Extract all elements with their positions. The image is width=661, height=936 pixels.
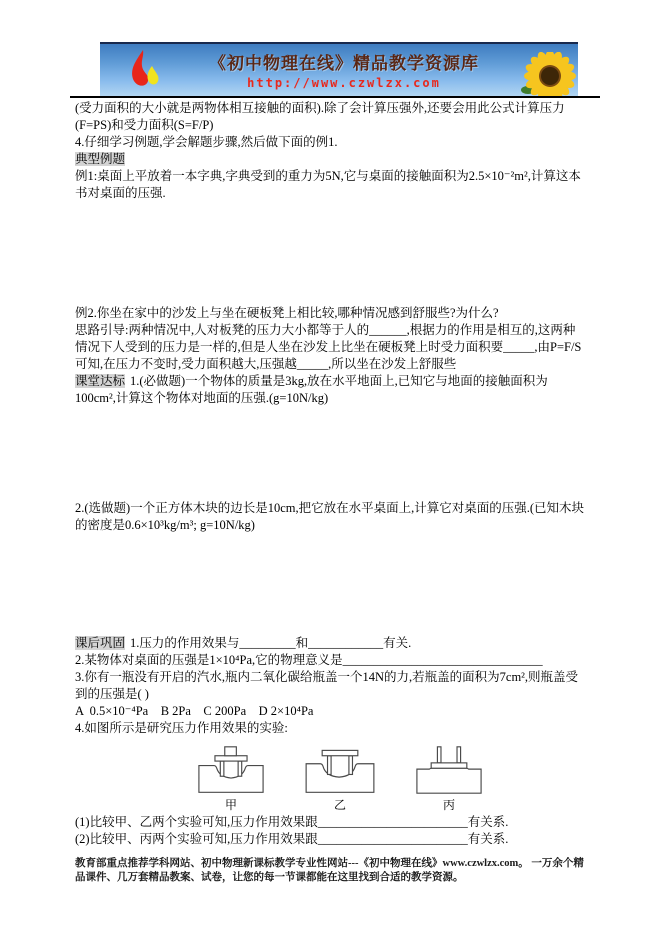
homework-q1-paragraph xyxy=(75,635,587,652)
answer-space-example1 xyxy=(75,202,587,305)
classwork-q1-paragraph xyxy=(75,373,587,407)
example-1-text: 例1:桌面上平放着一本字典,字典受到的重力为5N,它与桌面的接触面积为2.5×10⁻²m²,计算这本书对桌面的压强. xyxy=(75,169,581,200)
experiment-figure-bing xyxy=(408,741,490,812)
homework-q3-options: A 0.5×10⁻⁴Pa B 2Pa C 200Pa D 2×10⁴Pa xyxy=(75,704,314,718)
banner-title: 《初中物理在线》精品教学资源库 xyxy=(209,54,479,73)
homework-q1-text: 1.压力的作用效果与_________和____________有关. xyxy=(130,636,412,650)
section-heading-classwork: 课堂达标 xyxy=(75,374,126,388)
homework-q4-sub1: (1)比较甲、乙两个实验可知,压力作用效果跟________________________有关系. xyxy=(75,815,509,829)
experiment-figure-jia xyxy=(190,741,272,812)
figure-label-bing: 丙 xyxy=(442,798,455,812)
homework-q2-text: 2.某物体对桌面的压强是1×10⁴Pa,它的物理意义是________________________________ xyxy=(75,653,543,667)
intro-paragraph: (受力面积的大小就是两物体相互接触的面积).除了会计算压强外,还要会用此公式计算压力(F=PS)和受力面积(S=F/P) xyxy=(75,101,565,132)
guide-paragraph: 思路引导:两种情况中,人对板凳的压力大小都等于人的______,根据力的作用是相互的,这两种情况下人受到的压力是一样的,但是人坐在沙发上比坐在硬板凳上时受力面积要_____,由P=F/S可知,在压力不变时,受力面积越大,压强越_____,所以坐在沙发上舒服些 xyxy=(75,323,582,371)
header-divider xyxy=(70,96,600,98)
study-step-4: 4.仔细学习例题,学会解题步骤,然后做下面的例1. xyxy=(75,135,338,149)
banner-url-link[interactable]: http://www.czwlzx.com xyxy=(247,76,441,90)
figure-label-yi: 乙 xyxy=(333,798,346,812)
footer-promo-text: 教育部重点推荐学科网站、初中物理新课标教学专业性网站---《初中物理在线》www.czwlzx.com。 一万余个精品课件、几万套精品教案、试卷，让您的每一节课都能在这里找到合适的教学资源。 xyxy=(75,858,584,883)
figure-label-jia: 甲 xyxy=(224,798,237,812)
answer-space-classwork-q2 xyxy=(75,534,587,635)
homework-q4-text: 4.如图所示是研究压力作用效果的实验: xyxy=(75,721,288,735)
sunflower-icon xyxy=(520,52,576,97)
experiment-figures xyxy=(190,741,587,812)
answer-space-classwork-q1 xyxy=(75,407,587,500)
example-2-text: 例2.你坐在家中的沙发上与坐在硬板凳上相比较,哪种情况感到舒服些?为什么? xyxy=(75,306,499,320)
worksheet-content xyxy=(75,100,587,885)
site-logo-flame-icon xyxy=(124,49,164,96)
experiment-figure-yi xyxy=(299,741,381,812)
classwork-q1-text: 1.(必做题)一个物体的质量是3kg,放在水平地面上,已知它与地面的接触面积为100cm²,计算这个物体对地面的压强.(g=10N/kg) xyxy=(75,374,548,405)
section-heading-typical-examples: 典型例题 xyxy=(75,152,126,166)
section-heading-homework: 课后巩固 xyxy=(75,636,126,650)
homework-q3-text: 3.你有一瓶没有开启的汽水,瓶内二氧化碳给瓶盖一个14N的力,若瓶盖的面积为7cm²,则瓶盖受到的压强是( ) xyxy=(75,670,579,701)
classwork-q2-text: 2.(选做题)一个正方体木块的边长是10cm,把它放在水平桌面上,计算它对桌面的压强.(已知木块的密度是0.6×10³kg/m³; g=10N/kg) xyxy=(75,501,585,532)
site-banner xyxy=(100,42,578,97)
homework-q4-sub2: (2)比较甲、丙两个实验可知,压力作用效果跟________________________有关系. xyxy=(75,832,509,846)
